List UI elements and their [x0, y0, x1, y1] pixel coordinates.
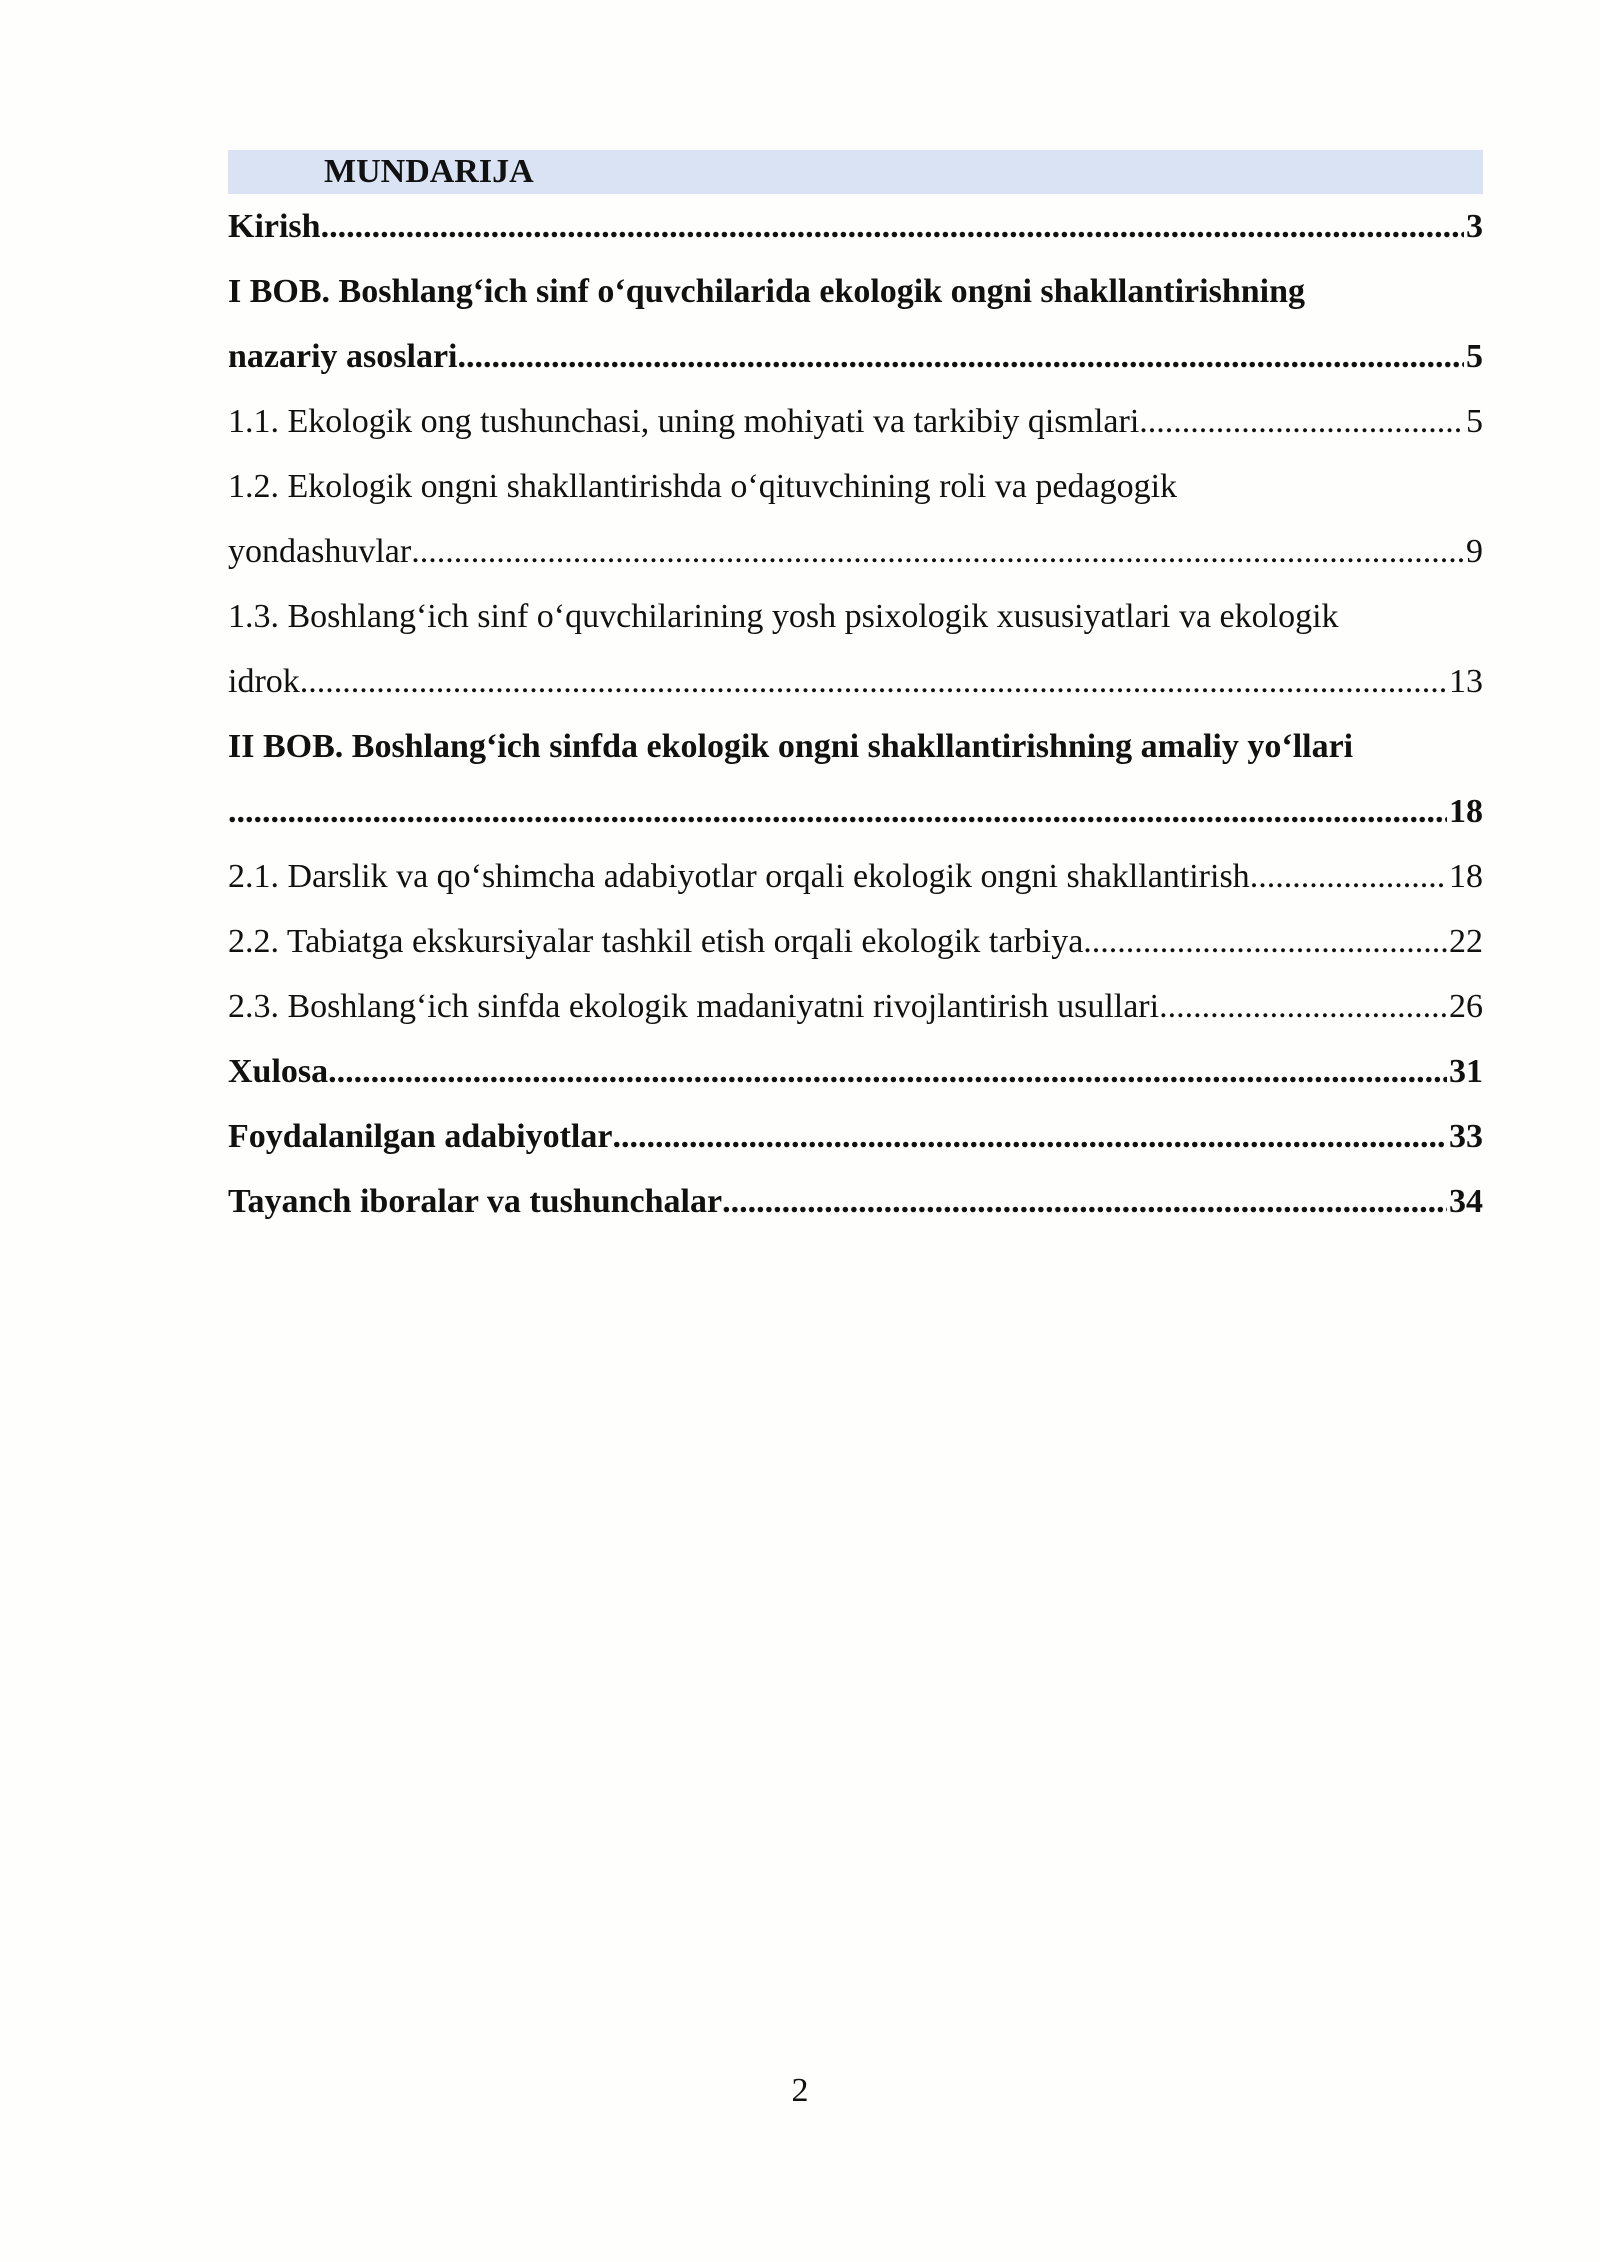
toc-entry-first-line: 1.2. Ekologik ongni shakllantirishda o‘qituvchining roli va pedagogik: [228, 468, 1178, 505]
toc-dot-leader: [228, 779, 1447, 844]
toc-entry-text: Tayanch iboralar va tushunchalar: [228, 1183, 723, 1220]
toc-dot-leader: [1159, 974, 1447, 1039]
toc-line: [228, 1104, 1483, 1169]
toc-dot-leader: [328, 1039, 1447, 1104]
toc-page-number: 3: [1466, 208, 1483, 245]
toc-entry-first-line: II BOB. Boshlang‘ich sinfda ekologik ongni shakllantirishning amaliy yo‘llari: [228, 728, 1354, 765]
toc-entry-xulosa[interactable]: [228, 1039, 1483, 1104]
toc-entry-section-1-2[interactable]: [228, 454, 1483, 584]
toc-dot-leader: [722, 1169, 1447, 1234]
table-of-contents: [228, 150, 1483, 1234]
toc-page-number: 31: [1449, 1053, 1483, 1090]
toc-entry-first-line: I BOB. Boshlang‘ich sinf o‘quvchilarida ekologik ongni shakllantirishning: [228, 273, 1305, 310]
toc-entry-text: 1.1. Ekologik ong tushunchasi, uning mohiyati va tarkibiy qismlari: [228, 403, 1140, 440]
toc-page-number: 13: [1449, 663, 1483, 700]
toc-page-number: 26: [1449, 988, 1483, 1025]
toc-page-number: 33: [1449, 1118, 1483, 1155]
toc-dot-leader: [321, 194, 1464, 259]
toc-line: [228, 194, 1483, 259]
toc-dot-leader: [1250, 844, 1447, 909]
toc-entry-text: nazariy asoslari: [228, 338, 458, 375]
toc-entry-text: Kirish: [228, 208, 321, 245]
toc-line: [228, 974, 1483, 1039]
toc-line: [228, 779, 1483, 844]
toc-dot-leader: [1083, 909, 1447, 974]
toc-line: [228, 519, 1483, 584]
toc-page-number: 18: [1449, 858, 1483, 895]
toc-page-number: 22: [1449, 923, 1483, 960]
toc-entry-adabiyotlar[interactable]: [228, 1104, 1483, 1169]
toc-title: MUNDARIJA: [228, 150, 1483, 194]
toc-entry-text: idrok: [228, 663, 300, 700]
toc-entry-section-1-1[interactable]: [228, 389, 1483, 454]
toc-entry-section-2-2[interactable]: [228, 909, 1483, 974]
toc-entry-text: 2.3. Boshlang‘ich sinfda ekologik madaniyatni rivojlantirish usullari: [228, 988, 1160, 1025]
toc-line: [228, 389, 1483, 454]
toc-dot-leader: [1139, 389, 1464, 454]
toc-line: [228, 909, 1483, 974]
toc-line: [228, 844, 1483, 909]
toc-dot-leader: [612, 1104, 1447, 1169]
page-number: 2: [791, 2072, 809, 2109]
toc-entry-section-2-1[interactable]: [228, 844, 1483, 909]
toc-page-number: 5: [1466, 403, 1483, 440]
toc-entry-text: yondashuvlar: [228, 533, 412, 570]
toc-entry-section-1-3[interactable]: [228, 584, 1483, 714]
toc-entry-text: 2.1. Darslik va qo‘shimcha adabiyotlar orqali ekologik ongni shakllantirish: [228, 858, 1250, 895]
toc-entry-section-2-3[interactable]: [228, 974, 1483, 1039]
toc-line: [228, 1169, 1483, 1234]
toc-entry-text: Xulosa: [228, 1053, 329, 1090]
toc-dot-leader: [457, 324, 1464, 389]
toc-entry-first-line: 1.3. Boshlang‘ich sinf o‘quvchilarining yosh psixologik xususiyatlari va ekologik: [228, 598, 1339, 635]
toc-dot-leader: [411, 519, 1464, 584]
toc-page-number: 18: [1449, 793, 1483, 830]
toc-entry-kirish[interactable]: [228, 194, 1483, 259]
toc-entry-chapter-2[interactable]: [228, 714, 1483, 844]
toc-line: [228, 1039, 1483, 1104]
toc-line: [228, 649, 1483, 714]
toc-entry-text: 2.2. Tabiatga ekskursiyalar tashkil etish orqali ekologik tarbiya: [228, 923, 1084, 960]
toc-line: [228, 324, 1483, 389]
toc-entry-chapter-1[interactable]: [228, 259, 1483, 389]
toc-dot-leader: [300, 649, 1447, 714]
toc-page-number: 34: [1449, 1183, 1483, 1220]
toc-page-number: 9: [1466, 533, 1483, 570]
toc-entry-text: Foydalanilgan adabiyotlar: [228, 1118, 613, 1155]
toc-page-number: 5: [1466, 338, 1483, 375]
toc-entry-tayanch-iboralar[interactable]: [228, 1169, 1483, 1234]
